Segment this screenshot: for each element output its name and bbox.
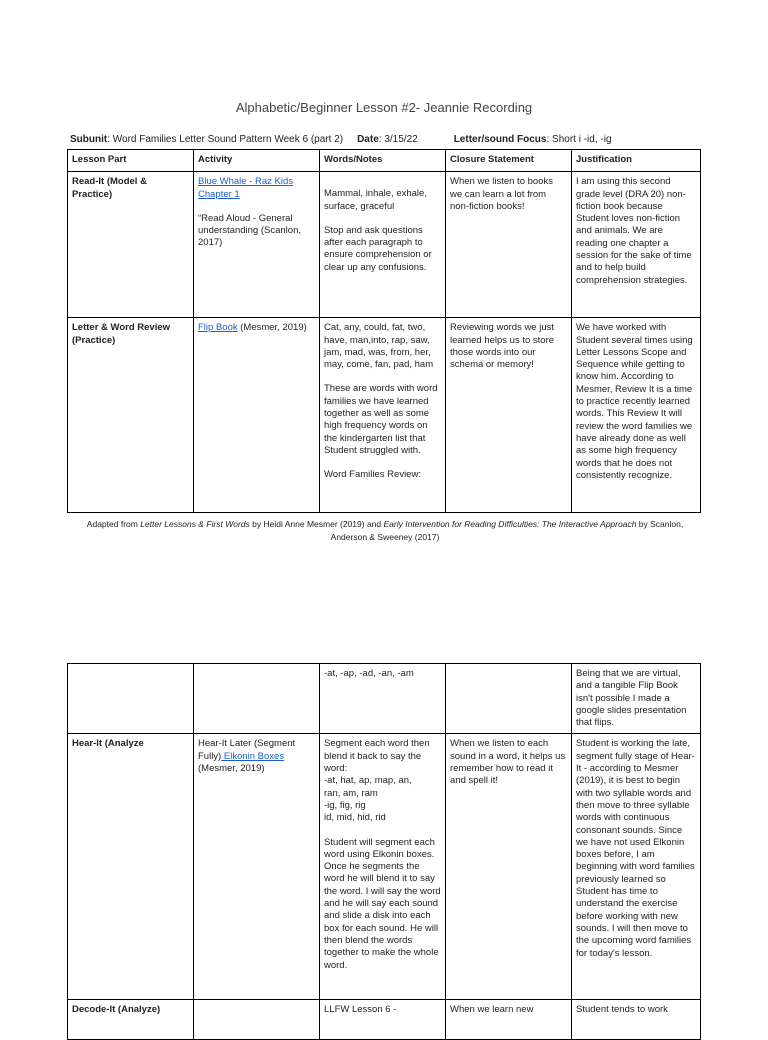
justification-cell: Student tends to work	[572, 1000, 701, 1040]
lesson-part-cell: Decode-It (Analyze)	[68, 1000, 194, 1040]
justification-cell: Student is working the late, segment fully stage of Hear-It - according to Mesmer (2019), it is best to begin with two syllable words and then move to three syllable words with continuous consonant sounds. Since we have not used Elkonin boxes before, I am beginning with word families previously learned so Student has time to understand the exercise before working with new sounds. I will then move to the upcoming word families for today's lesson.	[572, 734, 701, 1000]
word-list-line: -at, hat, ap, map, an,	[324, 775, 412, 787]
word-list-line: ran, am, ram	[324, 787, 378, 799]
subunit-value: : Word Families Letter Sound Pattern Week 6 (part 2)	[107, 134, 344, 145]
closure-cell	[446, 664, 572, 734]
table-header-row	[68, 150, 701, 172]
table-row	[68, 1000, 701, 1040]
header-words-notes: Words/Notes	[320, 150, 446, 172]
words-text: Segment each word then blend it back to say the word:	[324, 738, 430, 775]
table-row	[68, 664, 701, 734]
word-list-line: -ig, fig, rig	[324, 799, 366, 811]
justification-cell: I am using this second grade level (DRA 20) non-fiction book because Student loves non-fiction and animals. We are reading one chapter a session for the sake of time and to help build comprehension strategies.	[572, 172, 701, 318]
words-notes: Student will segment each word using Elkonin boxes. Once he segments the word he will blend it to say the word. I will say the word and he will say each sound and slide a disk into each box for each sound. He will then blend the words together to make the whole word.	[324, 836, 441, 971]
activity-cell: Hear-It Later (Segment Fully) Elkonin Boxes (Mesmer, 2019)	[194, 734, 320, 1000]
header-activity: Activity	[194, 150, 320, 172]
activity-cell	[194, 1000, 320, 1040]
activity-link[interactable]: Elkonin Boxes	[221, 750, 285, 762]
lesson-part-cell	[68, 664, 194, 734]
lesson-table-continued	[67, 663, 701, 1040]
closure-cell: When we listen to books we can learn a lot from non-fiction books!	[446, 172, 572, 318]
justification-cell: Being that we are virtual, and a tangible Flip Book isn't possible I made a google slides presentation that flips.	[572, 664, 701, 734]
focus-label: Letter/sound Focus	[453, 134, 547, 145]
book-title: Early Intervention for Reading Difficulties: The Interactive Approach	[383, 519, 637, 529]
words-cell	[320, 318, 446, 513]
word-list-line: id, mid, hid, rid	[324, 812, 386, 824]
words-cell: LLFW Lesson 6 -	[320, 1000, 446, 1040]
lesson-part-cell: Hear-It (Analyze	[68, 734, 194, 1000]
date-value: : 3/15/22	[378, 134, 418, 145]
table-row	[68, 318, 701, 513]
words-text: Mammal, inhale, exhale, surface, graceful	[324, 188, 427, 212]
activity-link[interactable]: Blue Whale - Raz Kids Chapter 1	[198, 176, 294, 200]
header-justification: Justification	[572, 150, 701, 172]
activity-note: (Mesmer, 2019)	[237, 322, 307, 334]
book-title: Letter Lessons & First Words	[140, 519, 250, 529]
words-notes: Stop and ask questions after each paragraph to ensure comprehension or clear up any confusions.	[324, 224, 432, 273]
closure-cell: Reviewing words we just learned helps us to store those words into our schema or memory!	[446, 318, 572, 513]
lesson-meta	[70, 134, 612, 145]
activity-link[interactable]: Flip Book	[198, 322, 238, 334]
subunit-label: Subunit	[70, 134, 108, 145]
activity-note: “Read Aloud - General understanding (Scanlon, 2017)	[198, 212, 301, 249]
words-text: Cat, any, could, fat, two, have, man,into, rap, saw, jam, mad, was, from, her, may, come, fan, pad, ham	[324, 322, 434, 371]
table-row	[68, 734, 701, 1000]
lesson-part-cell: Letter & Word Review (Practice)	[68, 318, 194, 513]
table-row	[68, 172, 701, 318]
justification-cell: We have worked with Student several times using Letter Lessons Scope and Sequence while getting to know him. According to Mesmer, Review It is a time to practice recently learned words. This Review It will review the word families we have already done as well as some high frequency words that he does not consistently recognize.	[572, 318, 701, 513]
words-notes: These are words with word families we have learned together as well as some high frequency words on the kindergarten list that Student struggled with.	[324, 383, 438, 456]
header-closure: Closure Statement	[446, 150, 572, 172]
words-cell	[320, 734, 446, 1000]
lesson-table	[67, 149, 701, 513]
closure-cell: When we learn new	[446, 1000, 572, 1040]
closure-cell: When we listen to each sound in a word, it helps us remember how to read it and spell it!	[446, 734, 572, 1000]
words-subheading: Word Families Review:	[324, 469, 421, 481]
words-cell: -at, -ap, -ad, -an, -am	[320, 664, 446, 734]
activity-cell	[194, 172, 320, 318]
page-title: Alphabetic/Beginner Lesson #2- Jeannie Recording	[235, 100, 533, 115]
activity-cell	[194, 664, 320, 734]
header-lesson-part: Lesson Part	[68, 150, 194, 172]
date-label: Date	[357, 134, 379, 145]
focus-value: : Short i -id, -ig	[546, 134, 612, 145]
source-caption: Adapted from Letter Lessons & First Words by Heidi Anne Mesmer (2019) and Early Intervention for Reading Difficulties: The Interactive Approach by Scanlon, Anderson & Sweeney (2017)	[86, 519, 684, 542]
lesson-part-cell: Read-It (Model & Practice)	[68, 172, 194, 318]
activity-cell	[194, 318, 320, 513]
words-cell	[320, 172, 446, 318]
